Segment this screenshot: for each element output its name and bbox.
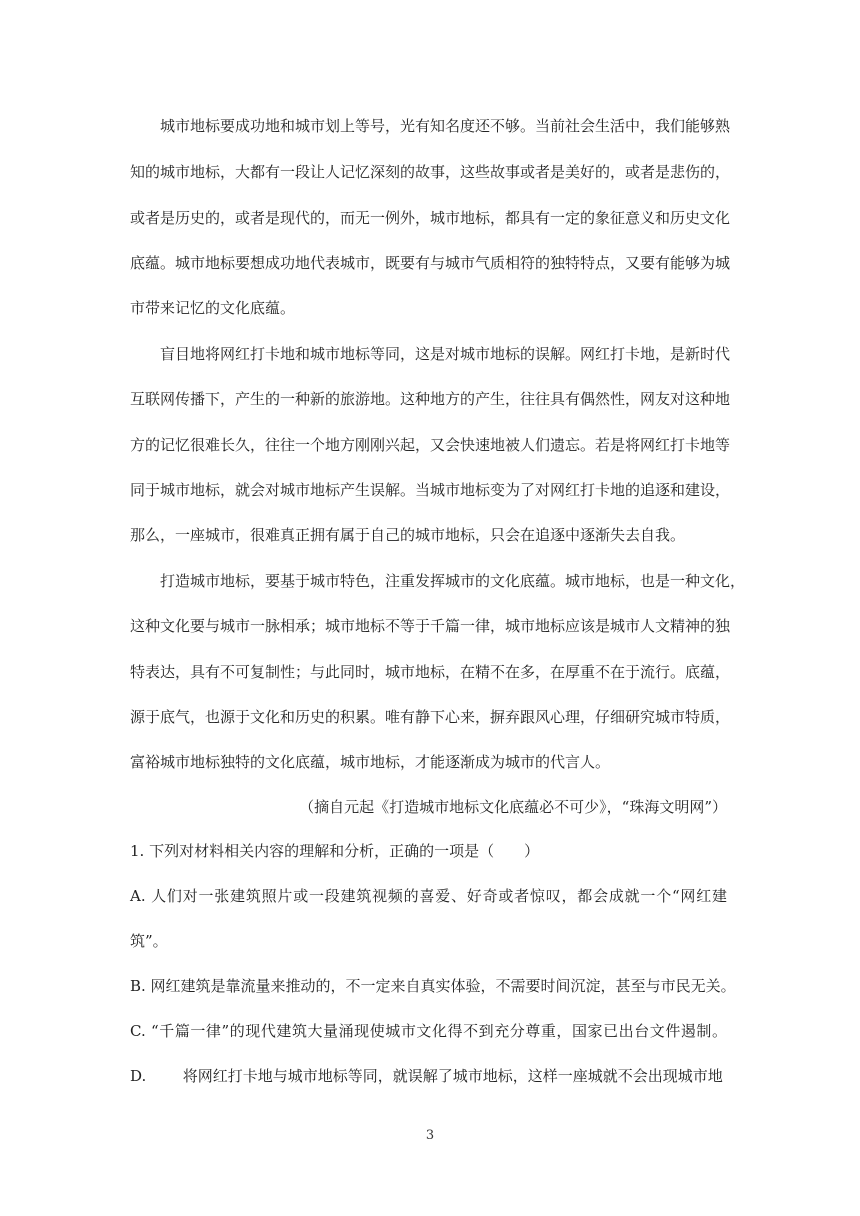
paragraph-2-line-4: 同于城市地标，就会对城市地标产生误解。当城市地标变为了对网红打卡地的追逐和建设， bbox=[130, 481, 731, 499]
option-d bbox=[130, 1066, 723, 1086]
paragraph-1-line-3: 或者是历史的，或者是现代的，而无一例外，城市地标，都具有一定的象征意义和历史文化 bbox=[130, 209, 731, 227]
paragraph-2-line-3: 方的记忆很难长久，往往一个地方刚刚兴起，又会快速地被人们遗忘。若是将网红打卡地等 bbox=[130, 436, 731, 454]
paragraph-3-line-1: 打造城市地标，要基于城市特色，注重发挥城市的文化底蕴。城市地标，也是一种文化， bbox=[160, 572, 746, 590]
option-a-line-2: 筑”。 bbox=[130, 932, 168, 950]
option-b: B. 网红建筑是靠流量来推动的，不一定来自真实体验，不需要时间沉淀，甚至与市民无关。 bbox=[130, 977, 736, 995]
paragraph-1-line-4: 底蕴。城市地标要想成功地代表城市，既要有与城市气质相符的独特特点，又要有能够为城 bbox=[130, 254, 731, 272]
question-stem: 1. 下列对材料相关内容的理解和分析，正确的一项是（ ） bbox=[130, 842, 540, 860]
source-citation: （摘自元起《打造城市地标文化底蕴必不可少》，“珠海文明网”） bbox=[299, 798, 727, 816]
paragraph-1-line-5: 市带来记忆的文化底蕴。 bbox=[130, 299, 296, 317]
paragraph-3-line-2: 这种文化要与城市一脉相承；城市地标不等于千篇一律，城市地标应该是城市人文精神的独 bbox=[130, 617, 731, 635]
paragraph-2-line-5: 那么，一座城市，很难真正拥有属于自己的城市地标，只会在追逐中逐渐失去自我。 bbox=[130, 526, 686, 544]
paragraph-2-line-2: 互联网传播下，产生的一种新的旅游地。这种地方的产生，往往具有偶然性，网友对这种地 bbox=[130, 390, 731, 408]
paragraph-1-line-1: 城市地标要成功地和城市划上等号，光有知名度还不够。当前社会生活中，我们能够熟 bbox=[160, 117, 731, 135]
paragraph-3-line-3: 特表达，具有不可复制性；与此同时，城市地标，在精不在多，在厚重不在于流行。底蕴， bbox=[130, 663, 731, 681]
option-d-text: 将网红打卡地与城市地标等同，就误解了城市地标，这样一座城就不会出现城市地 bbox=[182, 1067, 723, 1085]
paragraph-1-line-2: 知的城市地标，大都有一段让人记忆深刻的故事，这些故事或者是美好的，或者是悲伤的， bbox=[130, 163, 731, 181]
paragraph-3-line-4: 源于底气，也源于文化和历史的积累。唯有静下心来，摒弃跟风心理，仔细研究城市特质， bbox=[130, 708, 731, 726]
paragraph-2-line-1: 盲目地将网红打卡地和城市地标等同，这是对城市地标的误解。网红打卡地，是新时代 bbox=[160, 345, 731, 363]
option-c: C. “千篇一律”的现代建筑大量涌现使城市文化得不到充分尊重，国家已出台文件遏制。 bbox=[130, 1022, 727, 1040]
option-a-line-1: A. 人们对一张建筑照片或一段建筑视频的喜爱、好奇或者惊叹，都会成就一个“网红建 bbox=[130, 887, 727, 905]
paragraph-3-line-5: 富裕城市地标独特的文化底蕴，城市地标，才能逐渐成为城市的代言人。 bbox=[130, 753, 611, 771]
option-d-prefix: D. bbox=[130, 1067, 147, 1085]
page-number: 3 bbox=[425, 1128, 435, 1143]
